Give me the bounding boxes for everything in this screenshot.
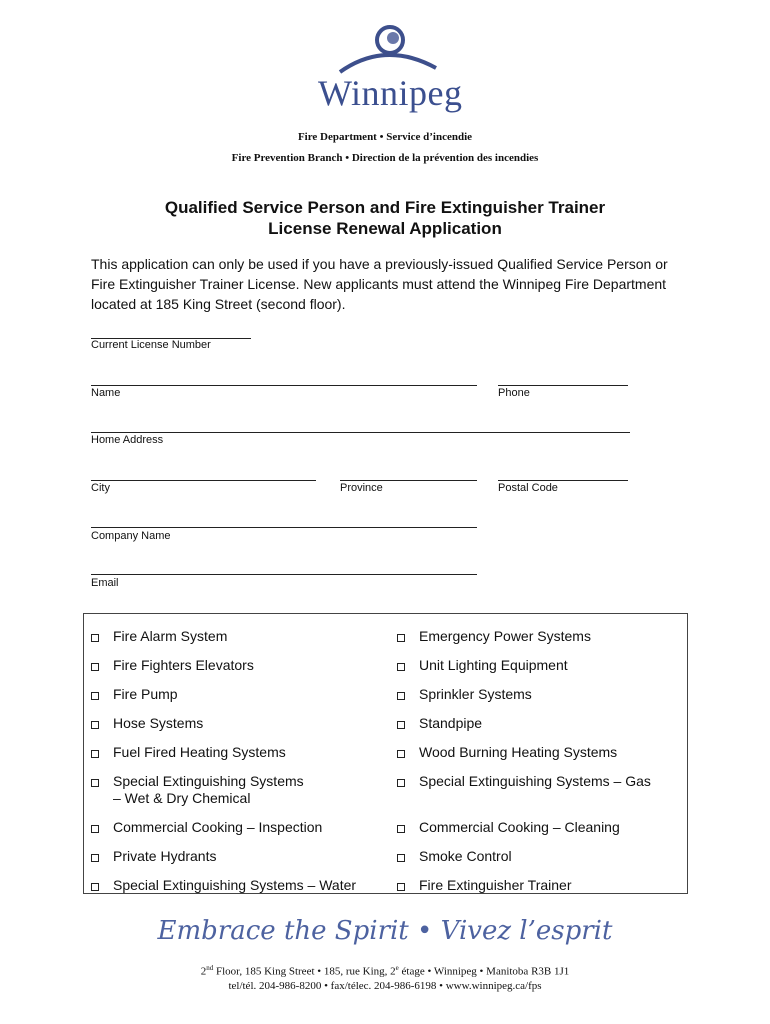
email-field[interactable] — [91, 574, 477, 575]
checkbox[interactable] — [397, 825, 405, 833]
checkbox[interactable] — [91, 663, 99, 671]
home-address-label: Home Address — [91, 434, 164, 446]
service-label: Special Extinguishing Systems — [113, 773, 304, 789]
checkbox[interactable] — [397, 721, 405, 729]
email-label: Email — [91, 577, 119, 589]
service-label: Commercial Cooking – Cleaning — [419, 819, 620, 835]
service-label: Fuel Fired Heating Systems — [113, 744, 286, 760]
name-field[interactable] — [91, 385, 477, 386]
phone-field[interactable] — [498, 385, 628, 386]
checkbox[interactable] — [91, 692, 99, 700]
province-field[interactable] — [340, 480, 477, 481]
department-line: Fire Department • Service d’incendie — [297, 131, 473, 143]
checkbox[interactable] — [91, 634, 99, 642]
service-label: Hose Systems — [113, 715, 204, 731]
checkbox[interactable] — [397, 634, 405, 642]
floor-number: 2 — [200, 965, 207, 978]
checkbox[interactable] — [91, 854, 99, 862]
service-label: Special Extinguishing Systems – Gas — [419, 773, 651, 789]
logo-wordmark: Winnipeg — [318, 73, 463, 113]
checkbox[interactable] — [91, 883, 99, 891]
home-address-field[interactable] — [91, 432, 630, 433]
title-line-2: License Renewal Application — [268, 219, 502, 238]
province-label: Province — [340, 482, 383, 494]
checkbox[interactable] — [397, 750, 405, 758]
postal-code-label: Postal Code — [498, 482, 558, 494]
license-number-label: Current License Number — [91, 339, 211, 351]
service-label: Standpipe — [419, 715, 483, 731]
service-label: Emergency Power Systems — [419, 628, 591, 644]
checkbox[interactable] — [397, 692, 405, 700]
checkbox[interactable] — [397, 854, 405, 862]
footer-address — [0, 964, 770, 978]
service-sublabel: – Wet & Dry Chemical — [113, 790, 251, 806]
service-label: Special Extinguishing Systems – Water — [113, 877, 357, 893]
checkbox[interactable] — [397, 663, 405, 671]
phone-label: Phone — [498, 387, 530, 399]
checkbox[interactable] — [91, 750, 99, 758]
service-label: Unit Lighting Equipment — [419, 657, 568, 673]
services-checklist — [83, 613, 688, 894]
service-label: Fire Pump — [113, 686, 178, 702]
name-label: Name — [91, 387, 121, 399]
service-label: Fire Alarm System — [113, 628, 228, 644]
city-field[interactable] — [91, 480, 316, 481]
winnipeg-logo — [318, 22, 463, 118]
service-label: Smoke Control — [419, 848, 512, 864]
service-label: Wood Burning Heating Systems — [419, 744, 618, 760]
footer-contact: tel/tél. 204-986-8200 • fax/télec. 204-986-6198 • www.winnipeg.ca/fps — [228, 980, 542, 992]
company-name-label: Company Name — [91, 530, 171, 542]
checkbox[interactable] — [397, 779, 405, 787]
address-part-b: étage • Winnipeg • Manitoba R3B 1J1 — [398, 965, 570, 978]
service-label: Private Hydrants — [113, 848, 217, 864]
title-line-1: Qualified Service Person and Fire Extinguisher Trainer — [164, 198, 606, 217]
branch-line: Fire Prevention Branch • Direction de la prévention des incendies — [231, 152, 539, 164]
tagline: Embrace the Spirit • Vivez l’esprit — [157, 916, 613, 946]
checkbox[interactable] — [91, 721, 99, 729]
address-part-a: Floor, 185 King Street • 185, rue King, 2 — [213, 965, 396, 978]
checkbox[interactable] — [91, 779, 99, 787]
city-label: City — [91, 482, 110, 494]
intro-paragraph: This application can only be used if you have a previously-issued Qualified Service Person or Fire Extinguisher Trainer License. New applicants must attend the Winnipeg Fire Department located at 185 King Street (second floor). — [91, 256, 668, 312]
form-title — [0, 197, 770, 239]
service-label: Fire Fighters Elevators — [113, 657, 254, 673]
service-label: Sprinkler Systems — [419, 686, 532, 702]
etage-ordinal: e — [395, 964, 399, 972]
checkbox[interactable] — [397, 883, 405, 891]
service-label: Fire Extinguisher Trainer — [419, 877, 572, 893]
company-name-field[interactable] — [91, 527, 477, 528]
service-label: Commercial Cooking – Inspection — [113, 819, 323, 835]
checkbox[interactable] — [91, 825, 99, 833]
postal-code-field[interactable] — [498, 480, 628, 481]
floor-ordinal: nd — [206, 964, 214, 972]
